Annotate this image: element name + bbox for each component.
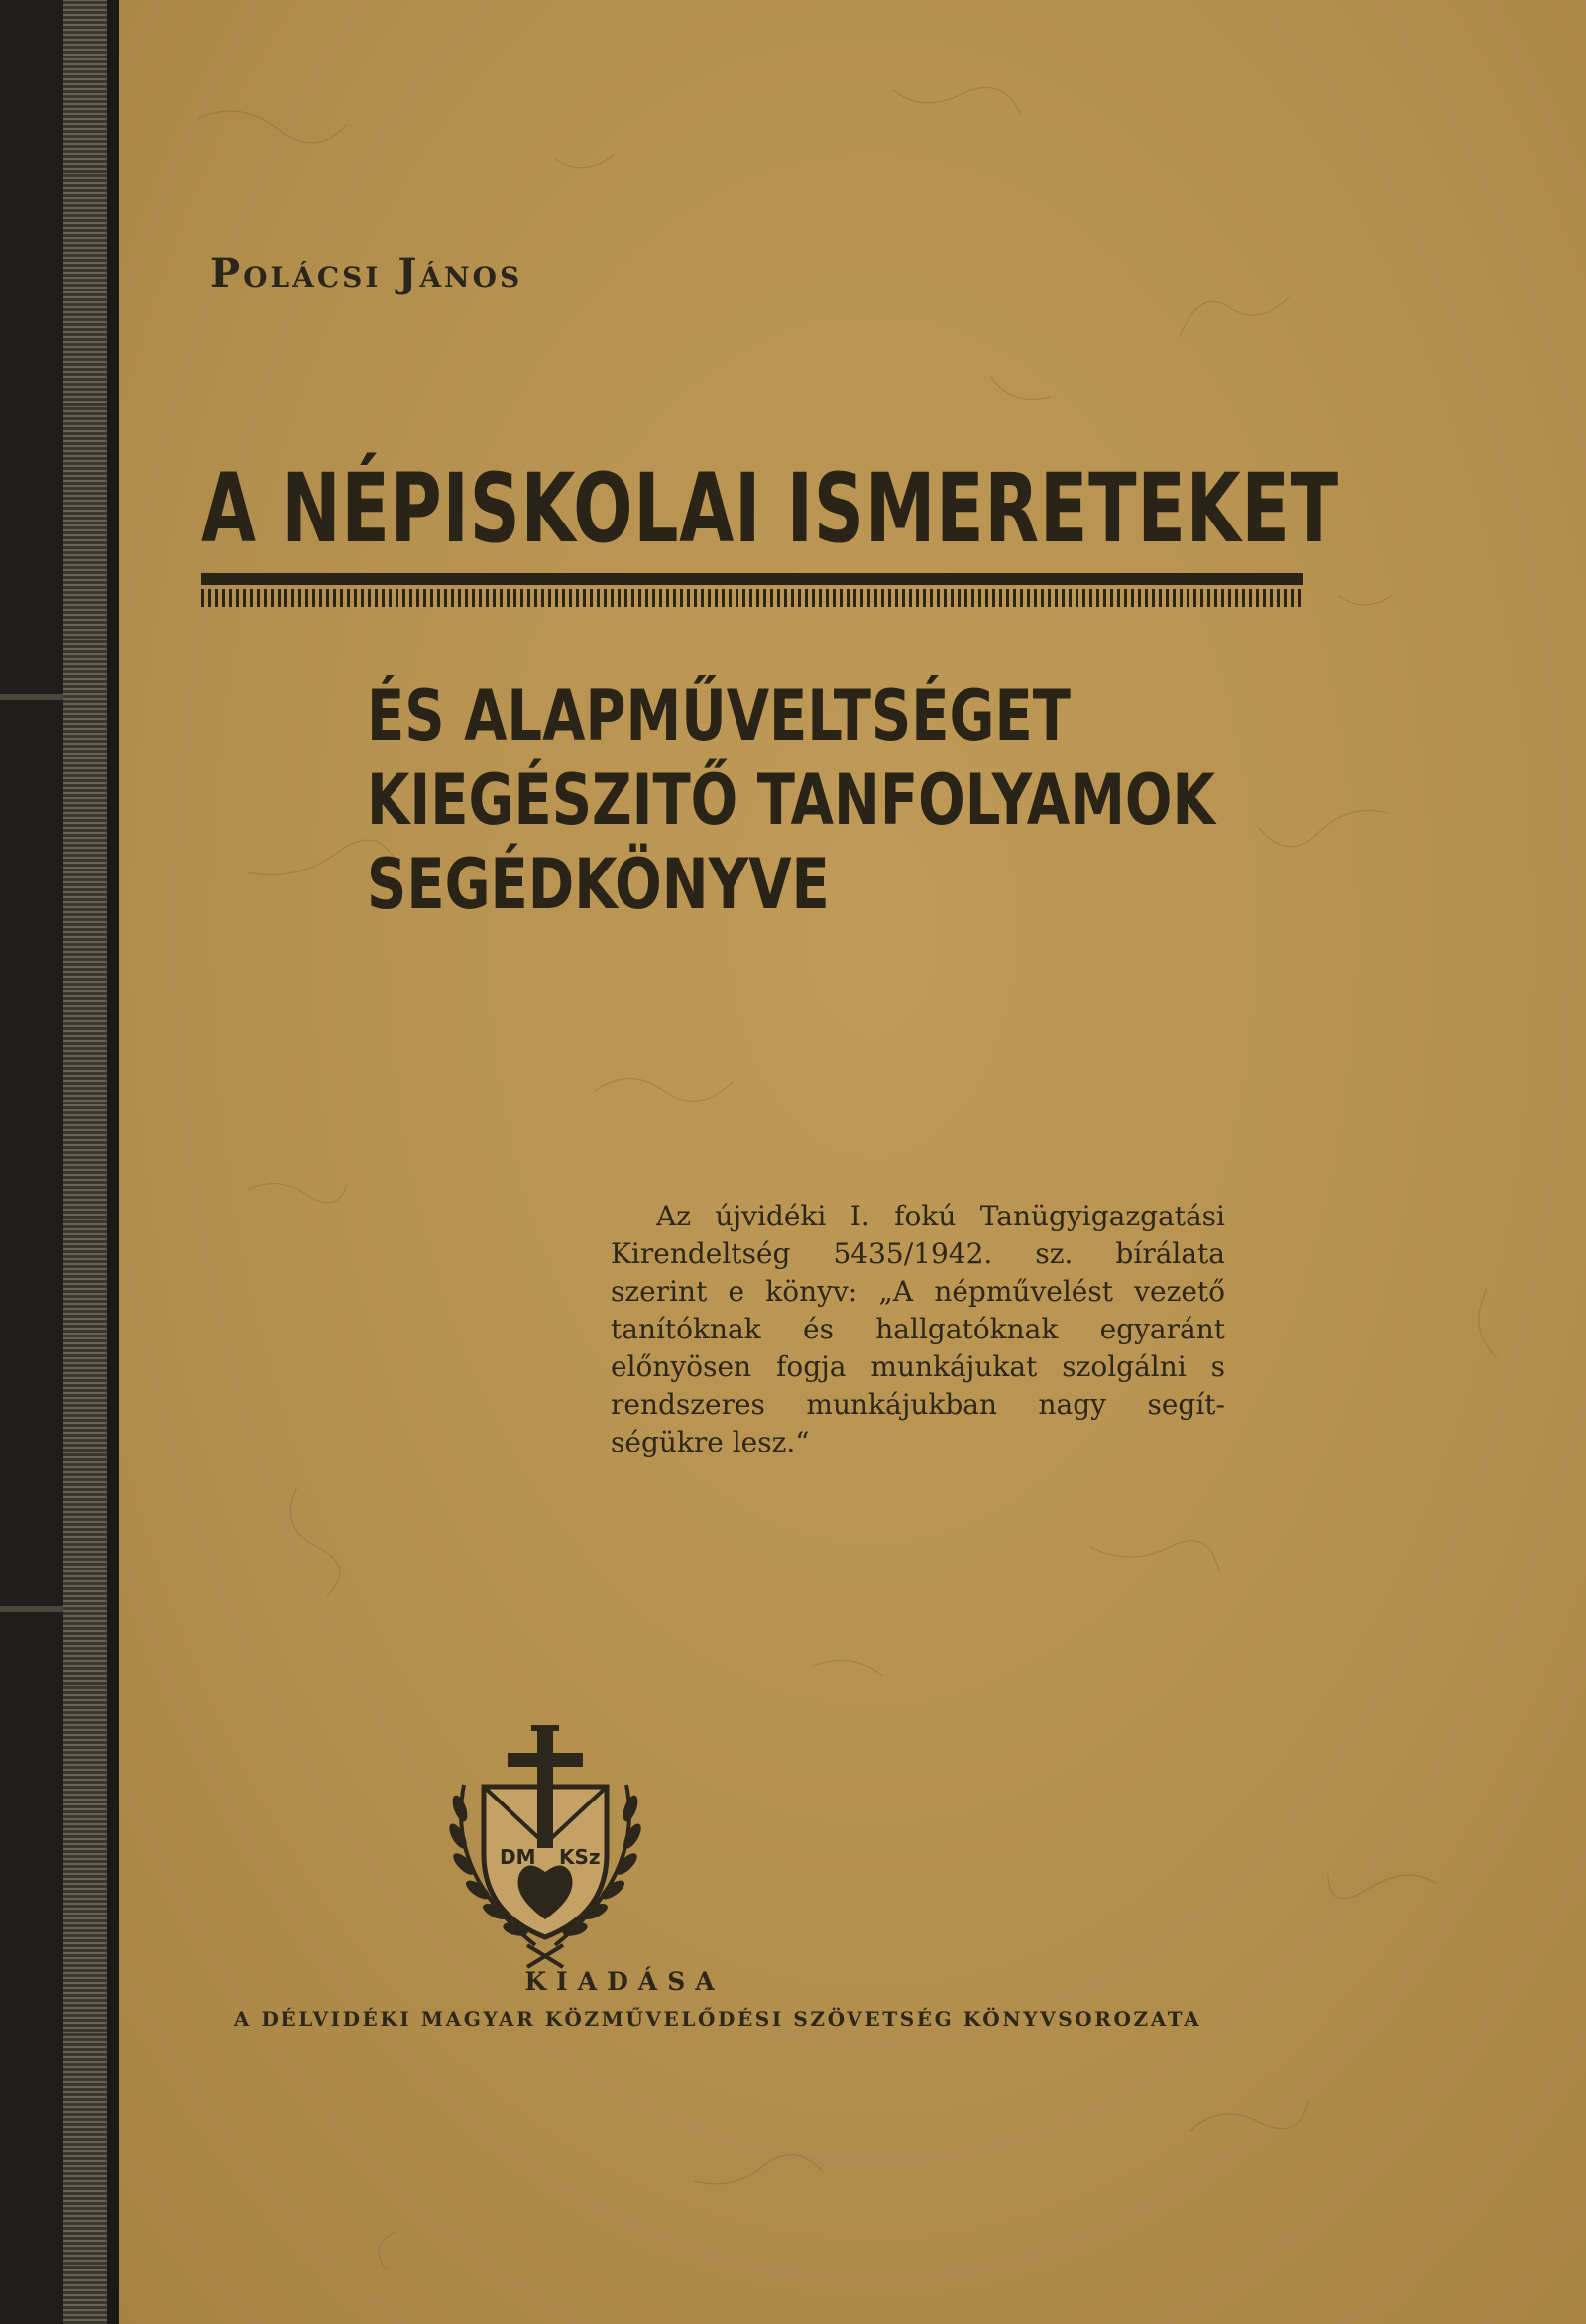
review-quote: Az újvidéki I. fokú Tanügyigazgatási Kirendeltség 5435/1942. sz. bírálata szerint e könyv: „A népművelést vezető tanítóknak és hallgatóknak egyaránt előnyösen fogja munkájukat szolgálni s rendszeres munkájukban nagy segítségükre lesz.“ [611,1200,1225,1458]
subtitle-line: ÉS ALAPMŰVELTSÉGET [367,675,1071,756]
subtitle [367,674,1215,927]
subtitle-line: SEGÉDKÖNYVE [367,844,830,925]
emblem-right-letters: KSz [559,1845,601,1869]
society-emblem [436,1725,654,1993]
subtitle-line: KIEGÉSZITŐ TANFOLYAMOK [367,759,1215,841]
title-underline [201,573,1303,585]
title-hatched-rule [201,589,1303,607]
publisher-label: KIADÁSA [524,1967,725,1996]
spine-seam [0,694,63,700]
emblem-left-letters: DM [500,1845,536,1869]
publisher-name: A DÉLVIDÉKI MAGYAR KÖZMŰVELŐDÉSI SZÖVETSÉG KÖNYVSOROZATA [233,2007,1202,2031]
main-title: A NÉPISKOLAI ISMERETEKET [201,453,1339,564]
spine-binding [0,0,63,2324]
spine-seam [0,1606,63,1612]
author-name: Polácsi János [210,250,523,296]
